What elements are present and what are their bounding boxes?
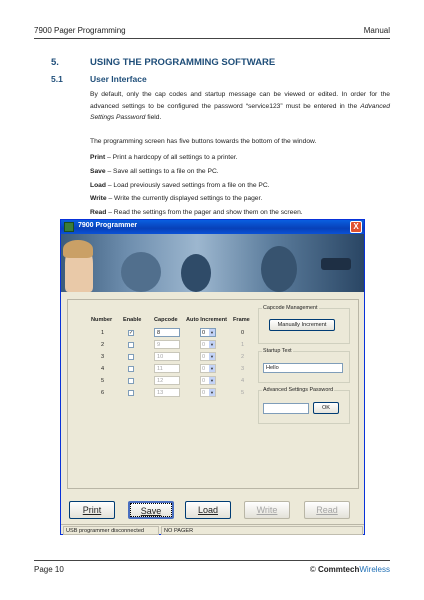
enable-checkbox[interactable] bbox=[128, 342, 134, 348]
row-number: 6 bbox=[101, 390, 105, 396]
banner-figure bbox=[181, 254, 211, 292]
auto-increment-select[interactable]: 0 ▼ bbox=[200, 352, 216, 361]
auto-increment-select[interactable]: 0 ▼ bbox=[200, 376, 216, 385]
app-icon bbox=[64, 222, 74, 232]
subsection-title: User Interface bbox=[90, 74, 147, 84]
buttons-intro: The programming screen has five buttons towards the bottom of the window. bbox=[90, 138, 317, 145]
button-desc-print: Print – Print a hardcopy of all settings to a printer. bbox=[90, 154, 238, 161]
button-desc-read: Read – Read the settings from the pager and show them on the screen. bbox=[90, 209, 303, 216]
frame-value: 4 bbox=[241, 378, 245, 384]
capcode-input[interactable]: 9 bbox=[154, 340, 180, 349]
capcode-input[interactable]: 10 bbox=[154, 352, 180, 361]
page-header-left: 7900 Pager Programming bbox=[34, 26, 126, 35]
chevron-down-icon: ▼ bbox=[210, 330, 214, 335]
row-number: 3 bbox=[101, 354, 105, 360]
row-number: 1 bbox=[101, 330, 105, 336]
col-header-frame: Frame bbox=[233, 317, 250, 323]
advanced-password-input[interactable] bbox=[263, 403, 309, 414]
frame-value: 0 bbox=[241, 330, 245, 336]
chevron-down-icon: ▼ bbox=[210, 390, 214, 395]
frame-value: 2 bbox=[241, 354, 245, 360]
button-desc-save: Save – Save all settings to a file on the PC. bbox=[90, 168, 219, 175]
footer-brand: © CommtechWireless bbox=[309, 565, 390, 574]
auto-increment-select[interactable]: 0 ▼ bbox=[200, 388, 216, 397]
capcode-input[interactable]: 8 bbox=[154, 328, 180, 337]
capcode-management-label: Capcode Management bbox=[263, 305, 318, 311]
page-header-right: Manual bbox=[363, 26, 390, 35]
banner-figure bbox=[63, 240, 93, 258]
capcode-input[interactable]: 11 bbox=[154, 364, 180, 373]
frame-value: 1 bbox=[241, 342, 245, 348]
frame-value: 5 bbox=[241, 390, 245, 396]
header-banner-image bbox=[61, 234, 364, 292]
auto-increment-select[interactable]: 0 ▼ bbox=[200, 364, 216, 373]
header-rule bbox=[34, 38, 390, 39]
enable-checkbox[interactable]: ✓ bbox=[129, 330, 134, 336]
pager-status: NO PAGER bbox=[161, 526, 363, 535]
manually-increment-button[interactable]: Manually Increment bbox=[269, 319, 335, 331]
chevron-down-icon: ▼ bbox=[210, 342, 214, 347]
programmer-window bbox=[60, 219, 365, 535]
col-header-number: Number bbox=[91, 317, 113, 323]
auto-increment-select[interactable]: 0 ▼ bbox=[200, 328, 216, 337]
row-number: 5 bbox=[101, 378, 105, 384]
section-number: 5. bbox=[51, 57, 59, 68]
enable-checkbox[interactable] bbox=[128, 378, 134, 384]
capcode-input[interactable]: 12 bbox=[154, 376, 180, 385]
banner-figure bbox=[321, 258, 351, 270]
auto-increment-select[interactable]: 0 ▼ bbox=[200, 340, 216, 349]
subsection-number: 5.1 bbox=[51, 74, 63, 84]
startup-text-input[interactable]: Hello bbox=[263, 363, 343, 373]
load-button[interactable]: Load bbox=[185, 501, 231, 519]
frame-value: 3 bbox=[241, 366, 245, 372]
enable-checkbox[interactable] bbox=[128, 366, 134, 372]
ok-button[interactable]: OK bbox=[313, 402, 339, 414]
banner-figure bbox=[261, 246, 297, 292]
chevron-down-icon: ▼ bbox=[210, 366, 214, 371]
capcode-input[interactable]: 13 bbox=[154, 388, 180, 397]
col-header-auto-increment: Auto Increment bbox=[186, 317, 228, 323]
col-header-enable: Enable bbox=[123, 317, 142, 323]
enable-checkbox[interactable] bbox=[128, 354, 134, 360]
intro-paragraph: By default, only the cap codes and startup message can be viewed or edited. In order for the advanced settings to be configured the password “service123” must be entered in the Advanced Settings Password field. bbox=[90, 91, 390, 121]
chevron-down-icon: ▼ bbox=[210, 378, 214, 383]
status-bar bbox=[61, 524, 364, 535]
close-button[interactable]: X bbox=[350, 221, 362, 233]
startup-text-label: Startup Text bbox=[263, 348, 292, 354]
button-desc-write: Write – Write the currently displayed settings to the pager. bbox=[90, 195, 263, 202]
usb-status: USB programmer disconnected bbox=[63, 526, 159, 535]
button-desc-load: Load – Load previously saved settings from a file on the PC. bbox=[90, 182, 270, 189]
chevron-down-icon: ▼ bbox=[210, 354, 214, 359]
row-number: 4 bbox=[101, 366, 105, 372]
row-number: 2 bbox=[101, 342, 105, 348]
page-number: Page 10 bbox=[34, 565, 64, 574]
print-button[interactable]: Print bbox=[69, 501, 115, 519]
save-button[interactable]: Save bbox=[128, 501, 174, 519]
window-titlebar[interactable] bbox=[61, 220, 364, 234]
window-title: 7900 Programmer bbox=[78, 222, 138, 229]
banner-figure bbox=[121, 252, 161, 292]
col-header-capcode: Capcode bbox=[154, 317, 178, 323]
advanced-settings-label: Advanced Settings Password bbox=[263, 387, 334, 393]
footer-rule bbox=[34, 560, 390, 561]
section-title: USING THE PROGRAMMING SOFTWARE bbox=[90, 57, 276, 68]
write-button[interactable]: Write bbox=[244, 501, 290, 519]
enable-checkbox[interactable] bbox=[128, 390, 134, 396]
read-button[interactable]: Read bbox=[304, 501, 350, 519]
